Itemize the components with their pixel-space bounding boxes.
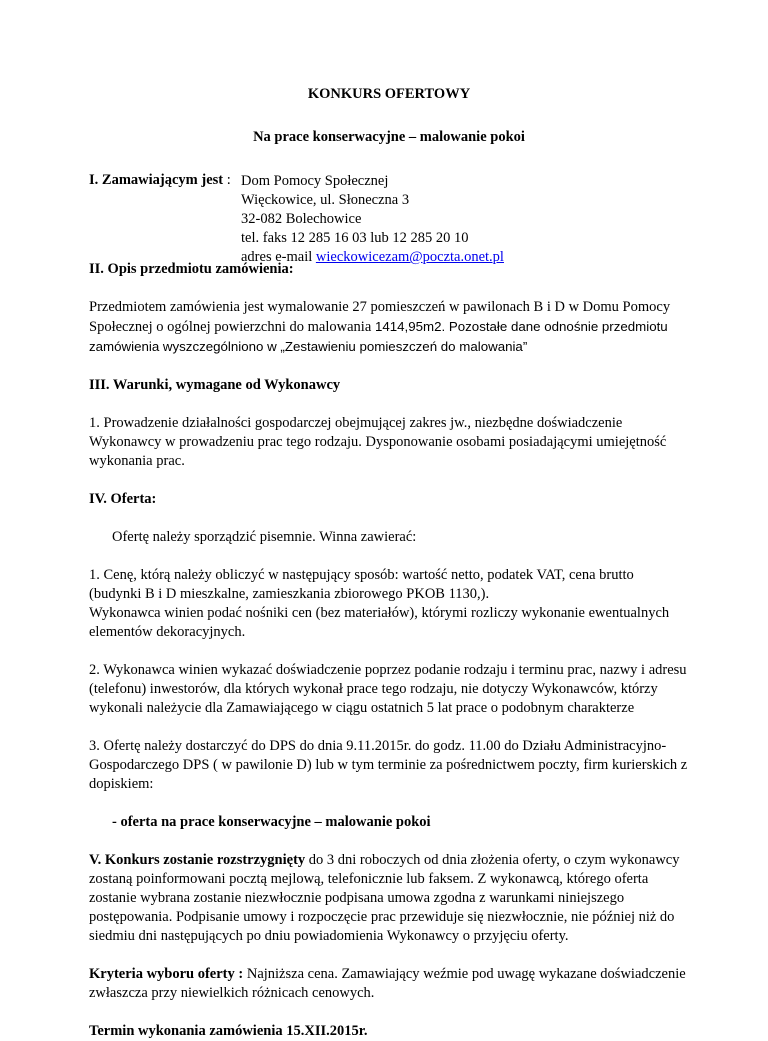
section4-point2: 2. Wykonawca winien wykazać doświadczenie poprzez podanie rodzaju i terminu prac, nazwy i adresu (telefonu) inwestorów, dla których wykonał prace tego rodzaju, nie dotyczy Wykonawców, którzy wykonali należycie dla Zamawiającego w ciągu ostatnich 5 lat prace o podobnym charakterze	[89, 662, 687, 716]
section4-note: - oferta na prace konserwacyjne – malowanie pokoi	[112, 814, 431, 830]
section2-heading: II. Opis przedmiotu zamówienia:	[89, 261, 294, 277]
section3-heading: III. Warunki, wymagane od Wykonawcy	[89, 377, 341, 393]
email-link[interactable]: wieckowicezam@poczta.onet.pl	[315, 249, 504, 265]
document-title: KONKURS OFERTOWY	[307, 86, 471, 102]
section5-paragraph: V. Konkurs zostanie rozstrzygnięty do 3 dni roboczych od dnia złożenia oferty, o czym wykonawcy zostaną poinformowani pocztą mejlową, telefonicznie lub faksem. Z wykonawcą, którego oferta zostanie wybrana zostanie niezwłocznie podpisana umowa zgodna z warunkami niniejszego postępowania. Podpisanie umowy i rozpoczęcie prac przewiduje się niezwłocznie, nie później niż do siedmiu dni następujących po dniu powiadomienia Wykonawcy o przyjęciu oferty.	[89, 852, 680, 944]
section4-point1b: Wykonawca winien podać nośniki cen (bez materiałów), którymi rozliczy wykonanie ewentualnych elementów dekoracyjnych.	[89, 605, 670, 640]
contractor-address	[241, 172, 504, 267]
section4-point1: 1. Cenę, którą należy obliczyć w następujący sposób: wartość netto, podatek VAT, cena brutto (budynki B i D mieszkalne, zamieszkania zbiorowego PKOB 1130,).	[89, 567, 634, 602]
email-line: adres e-mail wieckowicezam@poczta.onet.pl	[241, 249, 504, 265]
section1-label: I. Zamawiającym jest :	[89, 172, 231, 188]
criteria-paragraph: Kryteria wyboru oferty : Najniższa cena. Zamawiający weźmie pod uwagę wykazane doświadczenie zwłaszcza przy niewielkich różnicach cenowych.	[89, 966, 686, 1001]
address-line: 32-082 Bolechowice	[241, 211, 362, 227]
document-subtitle: Na prace konserwacyjne – malowanie pokoi	[253, 129, 525, 145]
section4-intro: Ofertę należy sporządzić pisemnie. Winna zawierać:	[112, 529, 417, 545]
address-line: Dom Pomocy Społecznej	[241, 173, 389, 189]
section3-paragraph: 1. Prowadzenie działalności gospodarczej obejmującej zakres jw., niezbędne doświadczenie Wykonawcy w prowadzeniu prac tego rodzaju. Dysponowanie osobami posiadającymi umiejętność wykonania prac.	[89, 415, 667, 469]
address-line: tel. faks 12 285 16 03 lub 12 285 20 10	[241, 230, 469, 246]
deadline: Termin wykonania zamówienia 15.XII.2015r.	[89, 1023, 368, 1039]
section2-paragraph: Przedmiotem zamówienia jest wymalowanie 27 pomieszczeń w pawilonach B i D w Domu Pomocy Społecznej o ogólnej powierzchni do malowania 1414,95m2. Pozostałe dane odnośnie przedmiotu zamówienia wyszczególniono w „Zestawieniu pomieszczeń do malowania”	[89, 299, 671, 354]
address-line: Więckowice, ul. Słoneczna 3	[241, 192, 410, 208]
section4-heading: IV. Oferta:	[89, 491, 157, 507]
section4-point3: 3. Ofertę należy dostarczyć do DPS do dnia 9.11.2015r. do godz. 11.00 do Działu Administracyjno-Gospodarczego DPS ( w pawilonie D) lub w tym terminie za pośrednictwem poczty, firm kurierskich z dopiskiem:	[89, 738, 688, 792]
